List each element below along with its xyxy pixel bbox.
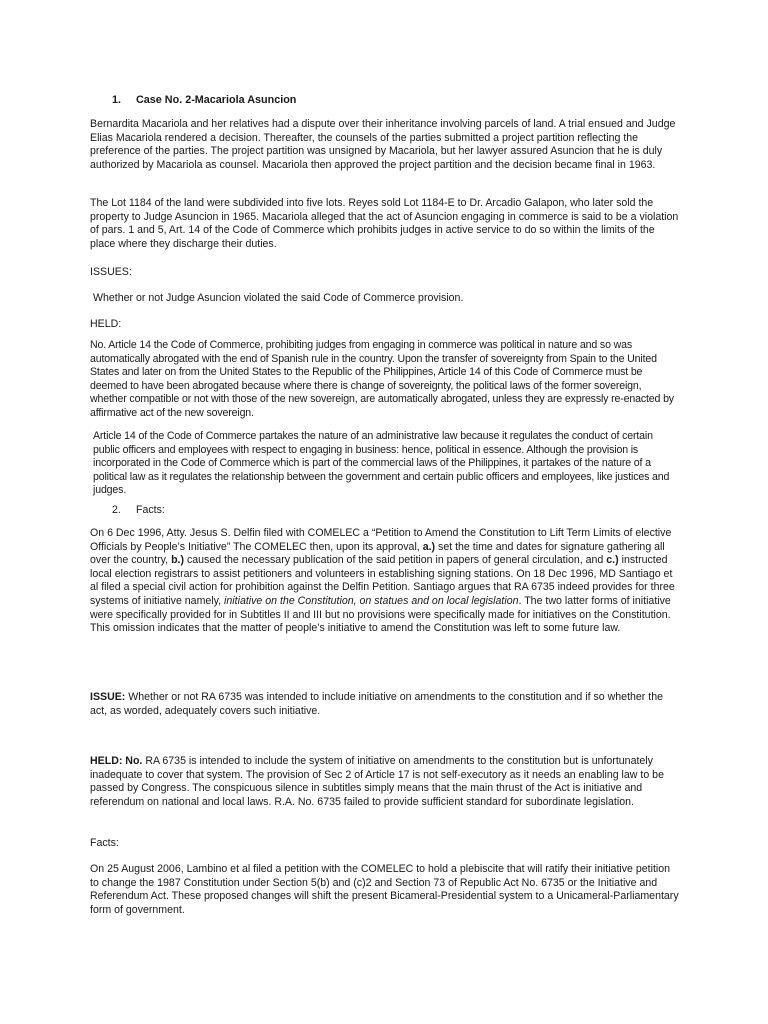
case2-facts-label: Facts: bbox=[136, 504, 165, 516]
case2-issue-label: ISSUE: bbox=[90, 691, 126, 703]
case2-facts-number: 2. bbox=[112, 504, 121, 516]
case2-facts-heading bbox=[112, 504, 702, 518]
case1-held-label: HELD: bbox=[90, 318, 122, 330]
case2-held-paragraph bbox=[90, 755, 680, 809]
case2-held-label: HELD: No. bbox=[90, 755, 143, 767]
case2-facts-italic: initiative on the Constitution, on statues and on local legislation bbox=[224, 594, 519, 607]
case2-issue-text: Whether or not RA 6735 was intended to include initiative on amendments to the constitution and if so whether the act, as worded, adequately covers such initiative. bbox=[90, 691, 663, 717]
case2-issue-paragraph bbox=[90, 691, 680, 718]
case2-facts-marker-c: c.) bbox=[606, 554, 619, 567]
case1-held-paragraph-2: Article 14 of the Code of Commerce partakes the nature of an administrative law because it regulates the conduct of certain public officers and employees with respect to engaging in business: hence, political in essence. Although the provision is incorporated in the Code of Commerce which is part of the commercial laws of the Philippines, it partakes of the nature of a political law as it regulates the relationship between the government and certain public officers and employees, like justices and judges. bbox=[93, 430, 670, 497]
case2-facts-text-2: set the time and dates for signature gathering all over the country, bbox=[90, 540, 665, 567]
case1-paragraph-1: Bernardita Macariola and her relatives had a dispute over their inheritance involving parcels of land. A trial ensued and Judge Elias Macariola rendered a decision. Thereafter, the counsels of the parties submitted a project partition reflecting the preference of the parties. The project partition was unsigned by Macariola, but her lawyer assured Asuncion that he is duly authorized by Macariola as counsel. Macariola then approved the project partition and the decision became final in 1963. bbox=[90, 118, 676, 171]
case2-facts-text-4: instructed local election registrars to assist petitioners and volunteers in establishing signing stations. On 18 Dec 1996, MD Santiago et al filed a special civil action for prohibition against the Delfin Petition. Santiago argues that RA 6735 indeed provides for three systems of initiative namely, bbox=[90, 554, 675, 607]
case1-paragraph-2: The Lot 1184 of the land were subdivided into five lots. Reyes sold Lot 1184-E to Dr. Arcadio Galapon, who later sold the property to Judge Asuncion in 1965. Macariola alleged that the act of Asuncion engaging in commerce is said to be a violation of pars. 1 and 5, Art. 14 of the Code of Commerce which prohibits judges in active service to do so within the limits of the place where they discharge their duties. bbox=[90, 197, 679, 250]
case2-facts-text-5: . The two latter forms of initiative were specifically provided for in Subtitles II and III but no provisions were specifically made for initiatives on the Constitution. This omission indicates that the matter of people’s initiative to amend the Constitution was left to some future law. bbox=[90, 594, 671, 635]
case-title: Case No. 2-Macariola Asuncion bbox=[136, 94, 297, 106]
case2-held-text: RA 6735 is intended to include the system of initiative on amendments to the constitution but is unfortunately inadequate to cover that system. The provision of Sec 2 of Article 17 is not self-executory as it needs an enabling law to be passed by Congress. The conspicuous silence in subtitles simply means that the main thrust of the Act is initiative and referendum on national and local laws. R.A. No. 6735 failed to provide sufficient standard for subordinate legislation. bbox=[90, 755, 664, 808]
case3-facts-label: Facts: bbox=[90, 837, 119, 849]
case2-facts-paragraph bbox=[90, 527, 680, 636]
case-number: 1. bbox=[112, 94, 122, 106]
case3-facts-paragraph: On 25 August 2006, Lambino et al filed a petition with the COMELEC to hold a plebiscite that will ratify their initiative petition to change the 1987 Constitution under Section 5(b) and (c)2 and Section 73 of Republic Act No. 6735 or the Initiative and Referendum Act. These proposed changes will shift the present Bicameral-Presidential system to a Unicameral-Parliamentary form of government. bbox=[90, 863, 679, 916]
case2-facts-marker-b: b.) bbox=[171, 554, 185, 567]
case1-issues-label: ISSUES: bbox=[90, 266, 132, 278]
case1-held-paragraph-1: No. Article 14 the Code of Commerce, prohibiting judges from engaging in commerce was political in nature and so was automatically abrogated with the end of Spanish rule in the country. Upon the transfer of sovereignty from Spain to the United States and later on from the United States to the Republic of the Philippines, Article 14 of this Code of Commerce must be deemed to have been abrogated because where there is change of sovereignty, the political laws of the former sovereign, whether compatible or not with those of the new sovereign, are automatically abrogated, unless they are expressly re-enacted by affirmative act of the new sovereign. bbox=[90, 339, 674, 419]
case-heading bbox=[112, 94, 296, 108]
case2-facts-marker-a: a.) bbox=[422, 540, 436, 553]
case2-facts-text-1: On 6 Dec 1996, Atty. Jesus S. Delfin filed with COMELEC a “Petition to Amend the Constitution to Lift Term Limits of elective Officials by People’s Initiative” The COMELEC then, upon its approval, bbox=[90, 527, 672, 553]
case1-issue-text: Whether or not Judge Asuncion violated the said Code of Commerce provision. bbox=[93, 292, 464, 304]
case2-facts-text-3: caused the necessary publication of the said petition in papers of general circulation, and bbox=[184, 554, 607, 567]
